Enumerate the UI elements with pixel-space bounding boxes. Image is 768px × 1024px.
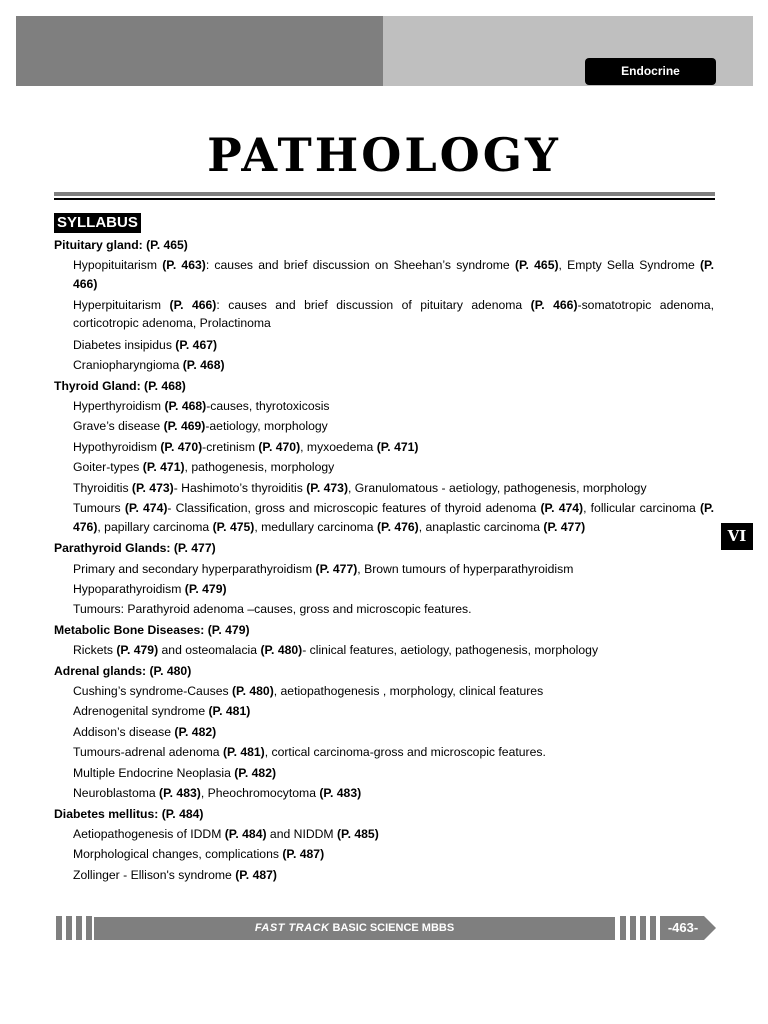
topic-text: -cretinism (202, 439, 259, 454)
page-reference: (P. 463) (162, 258, 206, 273)
chapter-side-tab: VI (721, 523, 753, 550)
topic-text: , aetiopathogenesis , morphology, clinical features (273, 684, 544, 699)
section-heading: Metabolic Bone Diseases: (P. 479) (54, 622, 250, 637)
page-number: -463- (667, 920, 699, 935)
syllabus-item (54, 579, 714, 599)
topic-text: , Brown tumours of hyperparathyroidism (357, 561, 574, 576)
topic-text: -somatotropic adenoma, corticotropic adenoma, Prolactinoma (73, 297, 715, 331)
syllabus-item (54, 335, 714, 355)
topic-text: Hypothyroidism (73, 439, 161, 454)
topic-text: : causes and brief discussion on Sheehan’s syndrome (205, 258, 515, 273)
topic-text: , Empty Sella Syndrome (558, 258, 700, 273)
syllabus-item (54, 763, 714, 783)
topic-text: , pathogenesis, morphology (184, 460, 335, 475)
page-reference: (P. 482) (234, 765, 277, 780)
page-reference: (P. 471) (376, 439, 419, 454)
footer-bar (650, 916, 656, 940)
page-reference: (P. 483) (159, 786, 201, 801)
topic-text: Addison’s disease (73, 724, 175, 739)
page-reference: (P. 481) (222, 745, 265, 760)
footer-bar (620, 916, 626, 940)
topic-text: Diabetes insipidus (73, 337, 176, 352)
syllabus-item (54, 457, 714, 477)
page-reference: (P. 482) (174, 724, 217, 739)
footer-fast-track: FAST TRACK (254, 922, 330, 934)
section-heading: Parathyroid Glands: (P. 477) (54, 541, 216, 556)
syllabus-item (54, 824, 714, 844)
page-reference: (P. 483) (319, 786, 362, 801)
topic-text: - Classification, gross and microscopic features of thyroid adenoma (167, 501, 541, 516)
topic-text: , Pheochromocytoma (200, 786, 320, 801)
header-band-dark (16, 16, 383, 86)
page-number-tag (660, 916, 716, 940)
syllabus-item (54, 844, 714, 864)
footer-bars-left (56, 916, 92, 940)
topic-text: Grave’s disease (73, 419, 164, 434)
page-reference: (P. 474) (124, 501, 168, 516)
topic-text: - Hashimoto’s thyroiditis (173, 480, 307, 495)
page-reference: (P. 476) (376, 519, 419, 534)
page-reference: (P. 473) (131, 480, 174, 495)
syllabus-content (54, 235, 714, 885)
topic-text: and NIDDM (266, 826, 337, 841)
footer-band (94, 917, 615, 940)
page-reference: (P. 466) (169, 297, 217, 312)
topic-text: Neuroblastoma (73, 786, 160, 801)
syllabus-item (54, 296, 714, 333)
page-reference: (P. 487) (235, 867, 277, 882)
topic-text: Tumours: Parathyroid adenoma –causes, gross and microscopic features. (73, 602, 472, 617)
topic-text: Hypopituitarism (73, 258, 163, 273)
page-reference: (P. 469) (163, 419, 206, 434)
page-reference: (P. 468) (164, 399, 207, 413)
syllabus-item (54, 437, 714, 457)
section-heading: Diabetes mellitus: (P. 484) (54, 806, 204, 821)
page-reference: (P. 476) (73, 501, 715, 534)
page-reference: (P. 470) (258, 439, 301, 454)
syllabus-item (54, 499, 714, 536)
topic-text: Goiter-types (73, 460, 143, 475)
topic-text: , follicular carcinoma (583, 501, 700, 516)
topic-text: Hypoparathyroidism (73, 582, 185, 597)
footer-bar (86, 916, 92, 940)
topic-text: Tumours-adrenal adenoma (73, 745, 223, 760)
section-tag: Endocrine (585, 58, 716, 85)
topic-text: , anaplastic carcinoma (418, 519, 544, 534)
topic-text: , papillary carcinoma (97, 519, 213, 534)
page-reference: (P. 479) (116, 643, 159, 658)
title-rule-thick (54, 192, 715, 196)
section-heading: Pituitary gland: (P. 465) (54, 238, 188, 252)
topic-text: Cushing’s syndrome-Causes (73, 684, 232, 699)
syllabus-item (54, 742, 714, 762)
page-reference: (P. 466) (530, 297, 578, 312)
page-reference: (P. 471) (142, 460, 185, 475)
syllabus-item (54, 701, 714, 721)
syllabus-item (54, 783, 714, 803)
page-reference: (P. 480) (231, 684, 274, 699)
syllabus-item (54, 256, 714, 293)
topic-text: Adrenogenital syndrome (73, 704, 209, 719)
topic-text: Craniopharyngioma (73, 358, 183, 373)
page-reference: (P. 485) (336, 826, 379, 841)
syllabus-item (54, 478, 714, 498)
topic-text: Hyperpituitarism (73, 297, 170, 312)
topic-text: Aetiopathogenesis of IDDM (73, 826, 225, 841)
topic-text: -causes, thyrotoxicosis (206, 399, 330, 413)
page-reference: (P. 481) (208, 704, 251, 719)
topic-text: Primary and secondary hyperparathyroidism (73, 561, 316, 576)
syllabus-item (54, 559, 714, 579)
footer-bar (630, 916, 636, 940)
topic-text: , myxoedema (300, 439, 377, 454)
page-reference: (P. 473) (306, 480, 349, 495)
page-reference: (P. 477) (315, 561, 358, 576)
syllabus-item (54, 722, 714, 742)
page-reference: (P. 467) (175, 337, 218, 352)
topic-text: , cortical carcinoma-gross and microscopic features. (264, 745, 546, 760)
topic-text: Thyroiditis (73, 480, 132, 495)
page-reference: (P. 465) (514, 258, 559, 273)
topic-text: Hyperthyroidism (73, 399, 165, 413)
syllabus-item (54, 396, 714, 416)
topic-text: Rickets (73, 643, 117, 658)
page-title: PATHOLOGY (207, 128, 561, 182)
page-reference: (P. 474) (540, 501, 584, 516)
topic-text: , medullary carcinoma (254, 519, 377, 534)
topic-text: Tumours (73, 501, 125, 516)
topic-text: and osteomalacia (158, 643, 261, 658)
page-reference: (P. 475) (212, 519, 255, 534)
footer-bars-right (620, 916, 656, 940)
page-reference: (P. 477) (543, 519, 586, 534)
syllabus-item (54, 865, 714, 885)
syllabus-item (54, 599, 714, 619)
page-reference: (P. 470) (160, 439, 203, 454)
footer-book-title: BASIC SCIENCE MBBS (332, 922, 455, 934)
syllabus-item (54, 681, 714, 701)
page-reference: (P. 468) (182, 358, 225, 373)
footer-bar (56, 916, 62, 940)
page-reference: (P. 466) (73, 258, 714, 291)
section-heading: Thyroid Gland: (P. 468) (54, 378, 186, 393)
page-reference: (P. 484) (224, 826, 267, 841)
syllabus-item (54, 640, 714, 660)
topic-text: -aetiology, morphology (205, 419, 328, 434)
title-rule-thin (54, 198, 715, 200)
footer-bar (66, 916, 72, 940)
page-reference: (P. 487) (282, 847, 325, 862)
page-reference: (P. 480) (260, 643, 303, 658)
topic-text: Multiple Endocrine Neoplasia (73, 765, 235, 780)
footer-bar (76, 916, 82, 940)
syllabus-item (54, 355, 714, 375)
syllabus-item (54, 416, 714, 436)
topic-text: , Granulomatous - aetiology, pathogenesis, morphology (348, 480, 647, 495)
footer-bar (640, 916, 646, 940)
page-reference: (P. 479) (184, 582, 227, 597)
topic-text: Zollinger - Ellison's syndrome (73, 867, 236, 882)
topic-text: : causes and brief discussion of pituitary adenoma (216, 297, 531, 312)
section-heading: Adrenal glands: (P. 480) (54, 663, 192, 678)
topic-text: Morphological changes, complications (73, 847, 283, 862)
syllabus-label: SYLLABUS (54, 213, 141, 233)
topic-text: - clinical features, aetiology, pathogenesis, morphology (302, 643, 599, 658)
